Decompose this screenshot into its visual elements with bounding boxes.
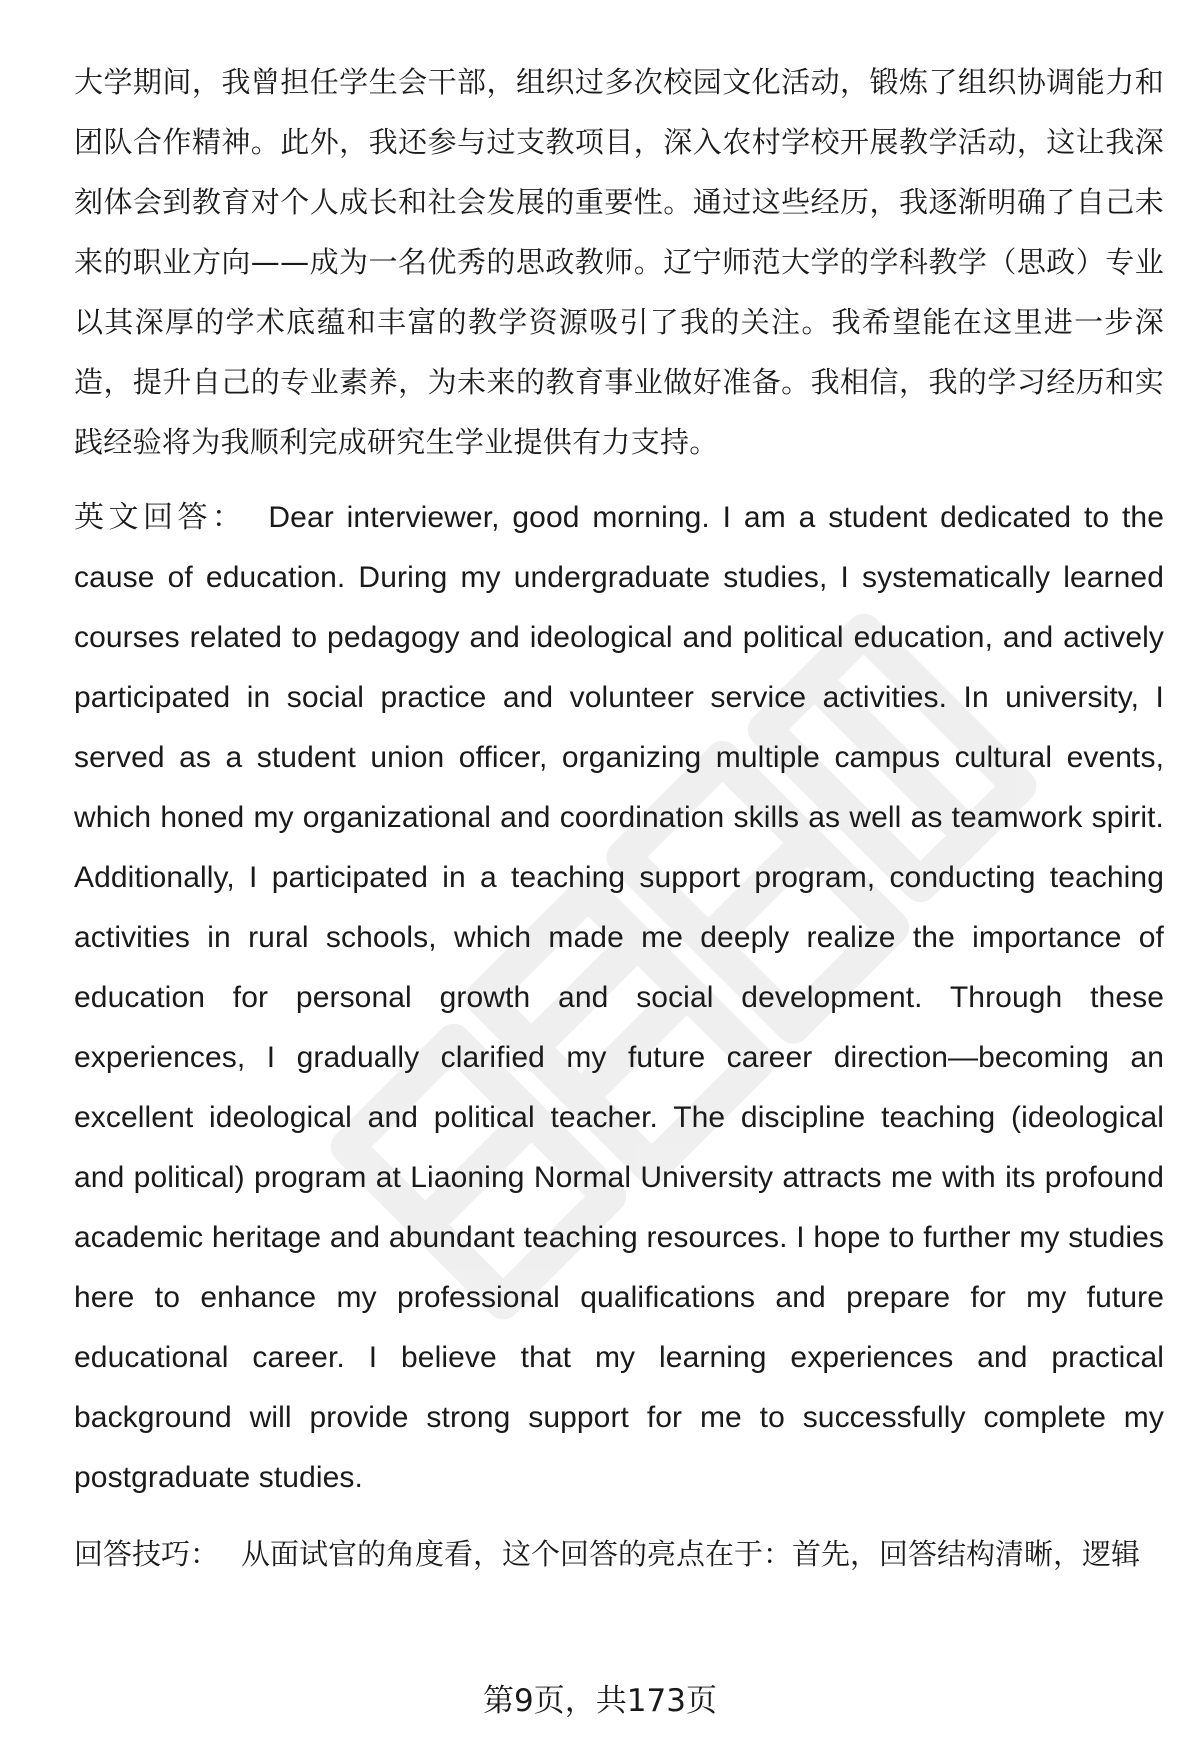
answer-tip-label: 回答技巧： (74, 1537, 220, 1571)
document-body (74, 52, 1164, 1584)
english-answer-paragraph (74, 488, 1164, 1508)
chinese-paragraph: 大学期间，我曾担任学生会干部，组织过多次校园文化活动，锻炼了组织协调能力和团队合作精神。此外，我还参与过支教项目，深入农村学校开展教学活动，这让我深刻体会到教育对个人成长和社会发展的重要性。通过这些经历，我逐渐明确了自己未来的职业方向——成为一名优秀的思政教师。辽宁师范大学的学科教学（思政）专业以其深厚的学术底蕴和丰富的教学资源吸引了我的关注。我希望能在这里进一步深造，提升自己的专业素养，为未来的教育事业做好准备。我相信，我的学习经历和实践经验将为我顺利完成研究生学业提供有力支持。 (74, 65, 1164, 459)
answer-tip-paragraph (74, 1524, 1164, 1584)
answer-tip-text: 从面试官的角度看，这个回答的亮点在于：首先，回答结构清晰，逻辑 (241, 1537, 1141, 1571)
page-number: 第9页，共173页 (483, 1683, 717, 1719)
english-answer-label: 英文回答： (74, 501, 247, 534)
english-answer-text: Dear interviewer, good morning. I am a student dedicated to the cause of education. During my undergraduate studies, I systematically learned courses related to pedagogy and ideological and political education, and actively participated in social practice and volunteer service activities. In university, I served as a student union officer, organizing multiple campus cultural events, which honed my organizational and coordination skills as well as teamwork spirit. Additionally, I participated in a teaching support program, conducting teaching activities in rural schools, which made me deeply realize the importance of education for personal growth and social development. Through these experiences, I gradually clarified my future career direction—becoming an excellent ideological and political teacher. The discipline teaching (ideological and political) program at Liaoning Normal University attracts me with its profound academic heritage and abundant teaching resources. I hope to further my studies here to enhance my professional qualifications and prepare for my future educational career. I believe that my learning experiences and practical background will provide strong support for me to successfully complete my postgraduate studies. (74, 501, 1165, 1494)
